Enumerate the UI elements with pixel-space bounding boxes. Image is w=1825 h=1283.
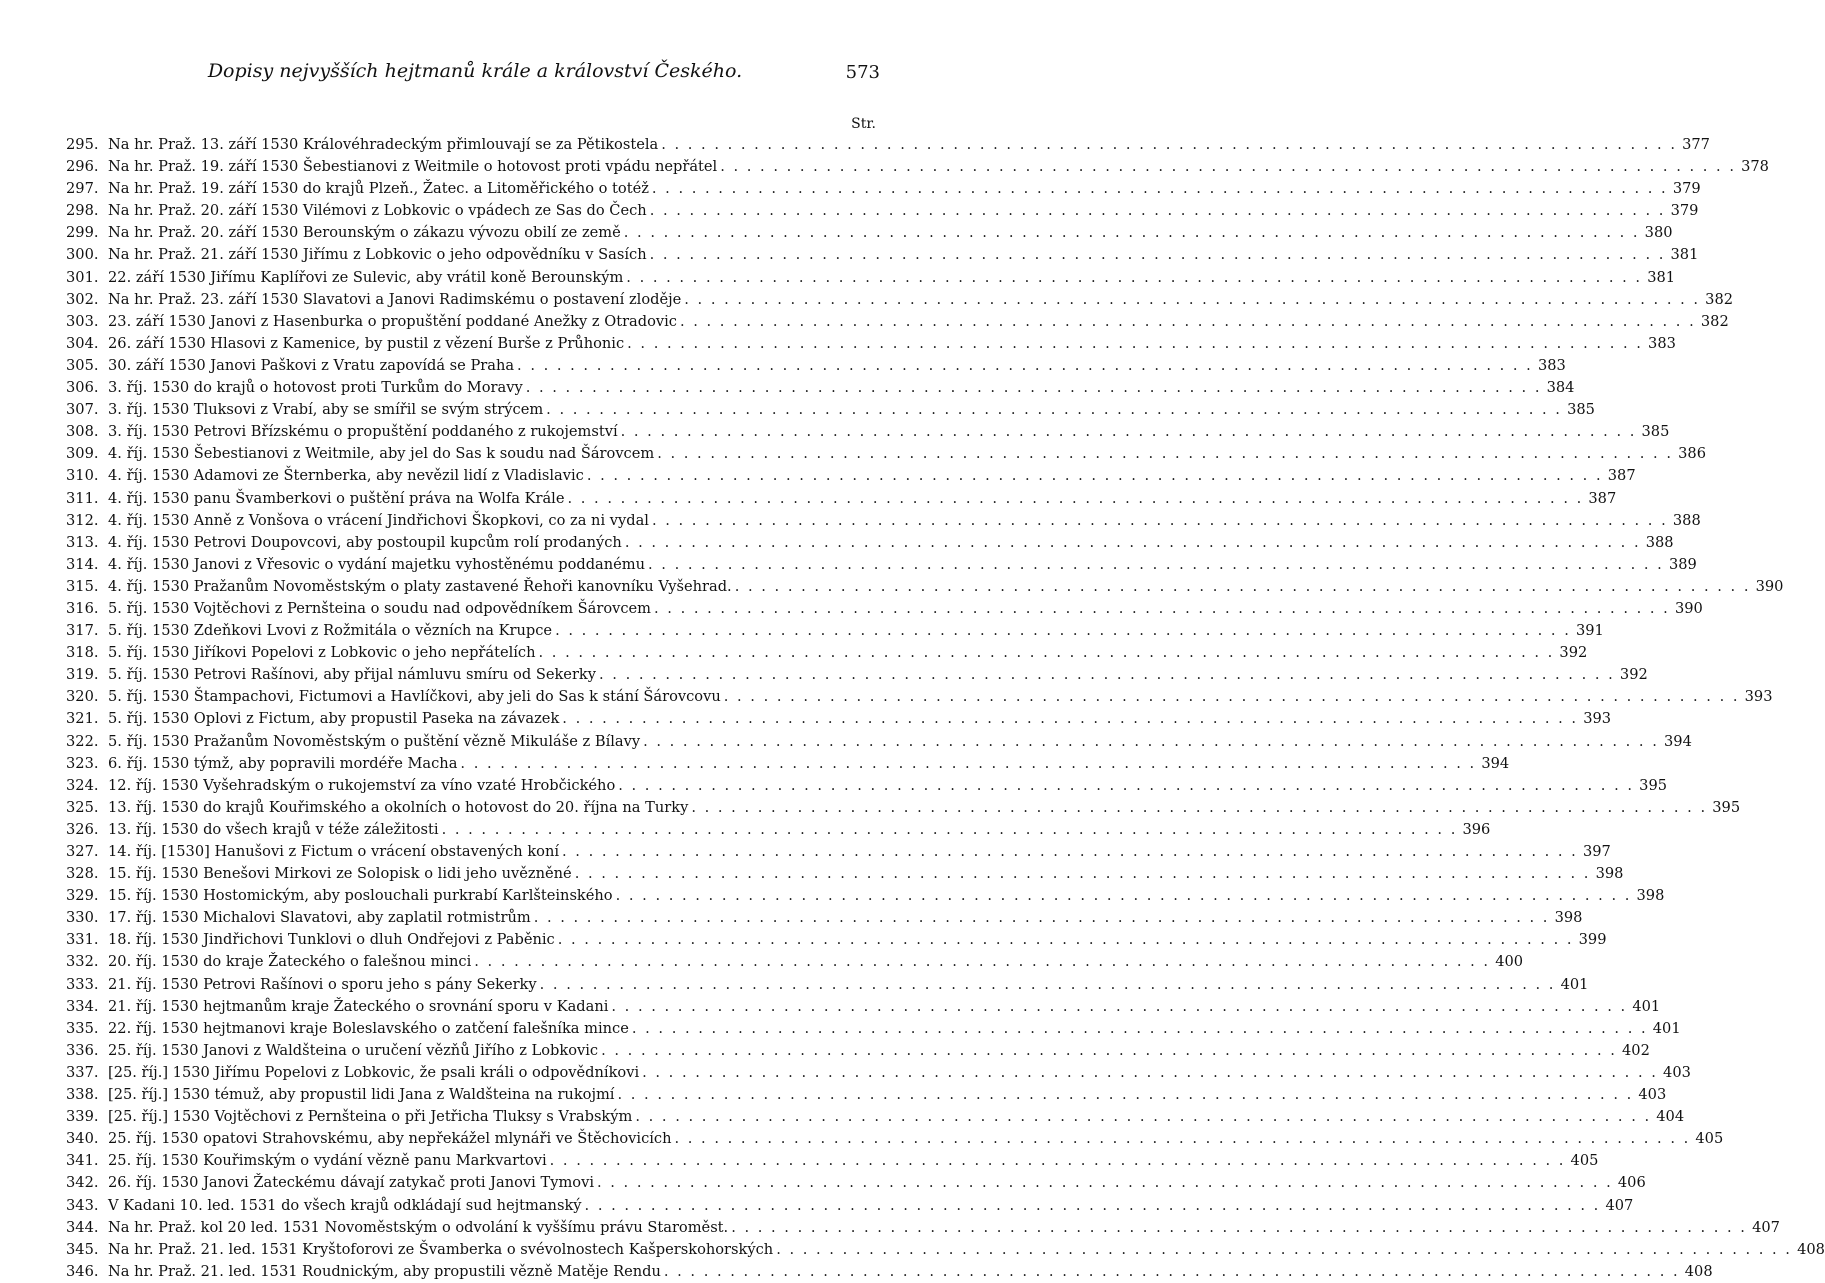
entry-page: 405 — [1570, 1152, 1599, 1170]
entry-number: 305. — [66, 356, 99, 374]
entry-number: 333. — [66, 975, 99, 993]
entry-number: 339. — [66, 1108, 99, 1126]
entry-title: 6. říj. 1530 týmž, aby popravili mordéře Macha — [108, 754, 458, 772]
toc-entry — [66, 377, 1575, 399]
entry-number: 323. — [66, 754, 99, 772]
entry-page: 400 — [1495, 953, 1524, 971]
page-number: 573 — [845, 62, 880, 83]
dot-leader — [526, 377, 1542, 399]
entry-page: 387 — [1607, 467, 1636, 485]
toc-entry — [66, 1018, 1681, 1040]
entry-number: 322. — [66, 732, 99, 750]
entry-page: 388 — [1645, 533, 1674, 551]
toc-entry — [66, 841, 1611, 863]
toc-entry — [66, 200, 1699, 222]
entry-title: 15. říj. 1530 Hostomickým, aby poslouchali purkrabí Karlšteinského — [108, 887, 613, 905]
toc-entry — [66, 731, 1692, 753]
dot-leader — [643, 731, 1659, 753]
dot-leader — [652, 510, 1668, 532]
entry-number: 321. — [66, 710, 99, 728]
entry-title: 3. říj. 1530 do krajů o hotovost proti Turkům do Moravy — [108, 379, 523, 397]
entry-title: 5. říj. 1530 Petrovi Rašínovi, aby přijal námluvu smíru od Sekerky — [108, 666, 597, 684]
toc-entry — [66, 1040, 1650, 1062]
toc-entry — [66, 686, 1773, 708]
toc-entry — [66, 399, 1595, 421]
entry-title: 22. říj. 1530 hejtmanovi kraje Boleslavského o zatčení falešníka mince — [108, 1019, 629, 1037]
entry-number: 330. — [66, 909, 99, 927]
entry-number: 345. — [66, 1240, 99, 1258]
entry-number: 332. — [66, 953, 99, 971]
entry-page: 383 — [1537, 356, 1566, 374]
entry-title: 12. říj. 1530 Vyšehradským o rukojemství za víno vzaté Hrobčického — [108, 776, 616, 794]
dot-leader — [534, 907, 1550, 929]
page-header — [70, 60, 880, 90]
entry-number: 318. — [66, 644, 99, 662]
entry-number: 327. — [66, 843, 99, 860]
toc-entry — [66, 1195, 1634, 1217]
toc-entry — [66, 1128, 1724, 1150]
entry-title: Na hr. Praž. 20. září 1530 Berounským o zákazu vývozu obilí ze země — [108, 224, 621, 242]
entry-page: 405 — [1695, 1130, 1724, 1148]
dot-leader — [599, 664, 1615, 686]
entry-number: 324. — [66, 776, 99, 794]
dot-leader — [611, 996, 1627, 1018]
entry-page: 406 — [1617, 1174, 1646, 1192]
dot-leader — [642, 1062, 1658, 1084]
dot-leader — [597, 1172, 1613, 1194]
entry-title: [25. říj.] 1530 Vojtěchovi z Pernšteina o při Jetřicha Tluksy s Vrabským — [108, 1108, 633, 1126]
entry-page: 388 — [1672, 511, 1701, 529]
toc-entry — [66, 708, 1612, 730]
toc-entry — [66, 465, 1636, 487]
entry-number: 311. — [66, 489, 99, 507]
entry-page: 394 — [1664, 732, 1692, 750]
entry-title: 15. říj. 1530 Benešovi Mirkovi ze Solopisk o lidi jeho uvězněné — [108, 865, 572, 883]
entry-number: 320. — [66, 688, 99, 706]
entry-page: 396 — [1462, 820, 1491, 838]
dot-leader — [562, 841, 1578, 863]
entry-title: Na hr. Praž. 21. led. 1531 Kryštoforovi ze Švamberka o svévolnostech Kašperskohorských — [108, 1240, 774, 1258]
dot-leader — [632, 1018, 1648, 1040]
entry-title: Na hr. Praž. 23. září 1530 Slavatovi a Janovi Radimskému o postavení zloděje — [108, 290, 682, 308]
toc-entry — [66, 974, 1589, 996]
dot-leader — [626, 267, 1642, 289]
dot-leader — [474, 951, 1490, 973]
entry-number: 304. — [66, 334, 99, 352]
entry-title: 13. říj. 1530 do všech krajů v téže záležitosti — [108, 820, 439, 838]
entry-number: 296. — [66, 158, 99, 176]
toc-entry — [66, 819, 1491, 841]
toc-entry — [66, 443, 1706, 465]
entry-number: 335. — [66, 1019, 99, 1037]
dot-leader — [540, 974, 1556, 996]
entry-page: 386 — [1678, 445, 1706, 463]
entry-number: 309. — [66, 445, 99, 463]
entry-page: 379 — [1670, 202, 1699, 220]
toc-entry — [66, 178, 1701, 200]
entry-number: 337. — [66, 1063, 99, 1081]
entry-number: 341. — [66, 1152, 99, 1170]
entry-number: 315. — [66, 577, 99, 595]
toc-entry — [66, 885, 1665, 907]
toc-entry — [66, 510, 1701, 532]
entry-page: 380 — [1644, 224, 1673, 242]
entry-title: Na hr. Praž. 19. září 1530 Šebestianovi z Weitmile o hotovost proti vpádu nepřátel — [108, 158, 718, 176]
entry-title: 4. říj. 1530 Pražanům Novoměstským o platy zastavené Řehoři kanovníku Vyšehrad. — [108, 577, 732, 595]
entry-number: 297. — [66, 180, 99, 198]
dot-leader — [731, 1217, 1747, 1239]
dot-leader — [625, 532, 1641, 554]
entry-title: 26. říj. 1530 Janovi Žateckému dávají zatykač proti Janovi Tymovi — [108, 1174, 594, 1192]
entry-page: 385 — [1567, 401, 1595, 419]
entry-page: 389 — [1668, 555, 1697, 573]
entry-number: 299. — [66, 224, 99, 242]
dot-leader — [624, 222, 1640, 244]
entry-number: 343. — [66, 1196, 99, 1214]
dot-leader — [442, 819, 1458, 841]
entry-title: Na hr. Praž. 21. led. 1531 Roudnickým, aby propustili vězně Matěje Rendu — [108, 1262, 661, 1280]
entry-title: 30. září 1530 Janovi Paškovi z Vratu zapovídá se Praha — [108, 356, 515, 374]
entry-page: 384 — [1546, 379, 1575, 397]
dot-leader — [550, 1150, 1566, 1172]
entry-page: 408 — [1797, 1240, 1825, 1258]
dot-leader — [635, 1106, 1651, 1128]
entry-page: 398 — [1595, 865, 1624, 883]
entry-page: 391 — [1575, 622, 1604, 640]
dot-leader — [652, 178, 1668, 200]
toc-entry — [66, 289, 1734, 311]
toc-entry — [66, 532, 1674, 554]
toc-entry — [66, 576, 1784, 598]
dot-leader — [650, 200, 1666, 222]
entry-page: 407 — [1752, 1218, 1780, 1236]
entry-page: 401 — [1632, 997, 1661, 1015]
toc-entry — [66, 156, 1769, 178]
dot-leader — [657, 443, 1673, 465]
entry-title: Na hr. Praž. 13. září 1530 Královéhradeckým přimlouvají se za Pětikostela — [108, 136, 659, 153]
entry-title: 18. říj. 1530 Jindřichovi Tunklovi o dluh Ondřejovi z Paběnic — [108, 931, 555, 949]
entry-title: 5. říj. 1530 Štampachovi, Fictumovi a Havlíčkovi, aby jeli do Sas k stání Šárovcovu — [108, 688, 721, 706]
entry-page: 390 — [1755, 577, 1784, 595]
entry-page: 381 — [1670, 246, 1699, 264]
dot-leader — [684, 289, 1700, 311]
entry-number: 325. — [66, 798, 99, 816]
entry-number: 307. — [66, 401, 99, 419]
entry-number: 338. — [66, 1086, 99, 1104]
entry-title: 23. září 1530 Janovi z Hasenburka o propuštění poddané Anežky z Otradovic — [108, 312, 677, 330]
entry-page: 393 — [1583, 710, 1612, 728]
toc-entry — [66, 222, 1673, 244]
toc-entry — [66, 267, 1676, 289]
entry-title: 4. říj. 1530 Adamovi ze Šternberka, aby nevězil lidí z Vladislavic — [108, 467, 584, 485]
toc-entry — [66, 311, 1729, 333]
toc-entry — [66, 134, 1710, 156]
entry-page: 407 — [1605, 1196, 1634, 1214]
entry-page: 408 — [1684, 1262, 1713, 1280]
entry-number: 316. — [66, 599, 99, 617]
entry-page: 392 — [1559, 644, 1588, 662]
dot-leader — [776, 1239, 1792, 1261]
entry-title: 21. říj. 1530 hejtmanům kraje Žateckého o srovnání sporu v Kadani — [108, 997, 609, 1015]
dot-leader — [648, 554, 1664, 576]
dot-leader — [654, 598, 1670, 620]
dot-leader — [680, 311, 1696, 333]
dot-leader — [585, 1195, 1601, 1217]
entry-number: 298. — [66, 202, 99, 220]
dot-leader — [720, 156, 1736, 178]
dot-leader — [617, 1084, 1633, 1106]
entry-title: 17. říj. 1530 Michalovi Slavatovi, aby zaplatil rotmistrům — [108, 909, 531, 927]
entry-page: 378 — [1741, 158, 1769, 176]
entry-page: 402 — [1622, 1041, 1650, 1059]
toc-entry — [66, 1106, 1685, 1128]
entry-title: V Kadani 10. led. 1531 do všech krajů odkládají sud hejtmanský — [108, 1196, 582, 1214]
toc-entry — [66, 1217, 1780, 1239]
entry-page: 393 — [1744, 688, 1773, 706]
toc-entry — [66, 753, 1510, 775]
entry-number: 303. — [66, 312, 99, 330]
entry-title: 3. říj. 1530 Petrovi Břízskému o propuštění poddaného z rukojemství — [108, 423, 618, 441]
entry-title: 25. říj. 1530 Janovi z Waldšteina o uručení vězňů Jiřího z Lobkovic — [108, 1041, 599, 1059]
running-title: Dopisy nejvyšších hejtmanů krále a království Českého. — [207, 60, 743, 82]
entry-title: 4. říj. 1530 Anně z Vonšova o vrácení Jindřichovi Škopkovi, co za ni vydal — [108, 511, 649, 529]
entry-page: 397 — [1582, 843, 1611, 860]
entry-number: 336. — [66, 1041, 99, 1059]
table-of-contents — [66, 134, 1825, 1283]
dot-leader — [616, 885, 1632, 907]
entry-number: 313. — [66, 533, 99, 551]
entry-page: 395 — [1639, 776, 1668, 794]
entry-number: 340. — [66, 1130, 99, 1148]
entry-title: Na hr. Praž. 21. září 1530 Jiřímu z Lobkovic o jeho odpovědníku v Sasích — [108, 246, 647, 264]
entry-title: 5. říj. 1530 Oplovi z Fictum, aby propustil Paseka na závazek — [108, 710, 560, 728]
toc-entry — [66, 1062, 1691, 1084]
entry-title: 4. říj. 1530 panu Švamberkovi o puštění práva na Wolfa Krále — [108, 489, 565, 507]
entry-title: 5. říj. 1530 Jiříkovi Popelovi z Lobkovic o jeho nepřátelích — [108, 644, 536, 662]
entry-number: 331. — [66, 931, 99, 949]
entry-number: 319. — [66, 666, 99, 684]
dot-leader — [517, 355, 1533, 377]
toc-entry — [66, 488, 1617, 510]
dot-leader — [587, 465, 1603, 487]
entry-page: 387 — [1588, 489, 1617, 507]
entry-title: 5. říj. 1530 Zdeňkovi Lvovi z Rožmitála o vězních na Krupce — [108, 622, 553, 640]
dot-leader — [674, 1128, 1690, 1150]
dot-leader — [601, 1040, 1617, 1062]
entry-page: 398 — [1636, 887, 1665, 905]
entry-title: Na hr. Praž. 20. září 1530 Vilémovi z Lobkovic o vpádech ze Sas do Čech — [108, 202, 647, 220]
entry-page: 392 — [1619, 666, 1648, 684]
entry-page: 385 — [1641, 423, 1670, 441]
toc-entry — [66, 355, 1566, 377]
toc-entry — [66, 951, 1524, 973]
page-column-heading: Str. — [851, 116, 876, 132]
entry-number: 346. — [66, 1262, 99, 1280]
toc-entry — [66, 1239, 1825, 1261]
entry-title: 4. říj. 1530 Janovi z Vřesovic o vydání majetku vyhostěnému poddanému — [108, 555, 646, 573]
toc-entry — [66, 863, 1624, 885]
entry-title: 3. říj. 1530 Tluksovi z Vrabí, aby se smířil se svým strýcem — [108, 401, 544, 419]
entry-number: 312. — [66, 511, 99, 529]
entry-page: 403 — [1638, 1086, 1667, 1104]
dot-leader — [558, 929, 1574, 951]
entry-title: 21. říj. 1530 Petrovi Rašínovi o sporu jeho s pány Sekerky — [108, 975, 537, 993]
dot-leader — [650, 244, 1666, 266]
entry-number: 302. — [66, 290, 99, 308]
entry-page: 401 — [1560, 975, 1589, 993]
toc-entry — [66, 554, 1697, 576]
dot-leader — [691, 797, 1707, 819]
entry-number: 314. — [66, 555, 99, 573]
dot-leader — [539, 642, 1555, 664]
entry-title: 22. září 1530 Jiřímu Kaplířovi ze Sulevic, aby vrátil koně Berounským — [108, 268, 624, 286]
dot-leader — [546, 399, 1562, 421]
toc-entry — [66, 1084, 1667, 1106]
entry-title: [25. říj.] 1530 Jiřímu Popelovi z Lobkovic, že psali králi o odpovědníkovi — [108, 1063, 640, 1081]
toc-entry — [66, 1261, 1713, 1283]
entry-title: 13. říj. 1530 do krajů Kouřimského a okolních o hotovost do 20. října na Turky — [108, 798, 689, 816]
toc-entry — [66, 333, 1676, 355]
entry-title: 4. říj. 1530 Šebestianovi z Weitmile, aby jel do Sas k soudu nad Šárovcem — [108, 445, 655, 463]
entry-page: 379 — [1672, 180, 1701, 198]
toc-entry — [66, 244, 1699, 266]
dot-leader — [567, 488, 1583, 510]
dot-leader — [555, 620, 1571, 642]
dot-leader — [627, 333, 1643, 355]
toc-entry — [66, 775, 1668, 797]
entry-page: 383 — [1648, 334, 1676, 352]
entry-page: 404 — [1656, 1108, 1685, 1126]
entry-title: 4. říj. 1530 Petrovi Doupovcovi, aby postoupil kupcům rolí prodaných — [108, 533, 622, 551]
dot-leader — [460, 753, 1476, 775]
entry-page: 382 — [1705, 290, 1734, 308]
toc-entry — [66, 620, 1604, 642]
entry-page: 395 — [1712, 798, 1741, 816]
toc-entry — [66, 664, 1648, 686]
toc-entry — [66, 1150, 1599, 1172]
entry-page: 381 — [1647, 268, 1676, 286]
dot-leader — [562, 708, 1578, 730]
entry-title: 20. říj. 1530 do kraje Žateckého o falešnou minci — [108, 953, 472, 971]
entry-number: 301. — [66, 268, 99, 286]
entry-title: 25. říj. 1530 opatovi Strahovskému, aby nepřekážel mlynáři ve Štěchovicích — [108, 1130, 672, 1148]
toc-entry — [66, 996, 1661, 1018]
entry-title: 26. září 1530 Hlasovi z Kamenice, by pustil z vězení Burše z Průhonic — [108, 334, 625, 352]
entry-page: 382 — [1700, 312, 1729, 330]
toc-entry — [66, 797, 1741, 819]
toc-entry — [66, 1172, 1646, 1194]
toc-entry — [66, 598, 1703, 620]
entry-number: 328. — [66, 865, 99, 883]
entry-number: 342. — [66, 1174, 99, 1192]
dot-leader — [661, 134, 1677, 156]
entry-number: 300. — [66, 246, 99, 264]
entry-title: 25. říj. 1530 Kouřimským o vydání vězně panu Markvartovi — [108, 1152, 547, 1170]
entry-number: 306. — [66, 379, 99, 397]
toc-entry — [66, 929, 1607, 951]
entry-page: 399 — [1578, 931, 1607, 949]
entry-page: 394 — [1481, 754, 1510, 772]
dot-leader — [724, 686, 1740, 708]
entry-page: 403 — [1663, 1063, 1691, 1081]
dot-leader — [575, 863, 1591, 885]
dot-leader — [664, 1261, 1680, 1283]
entry-number: 317. — [66, 622, 99, 640]
toc-entry — [66, 907, 1583, 929]
entry-title: 5. říj. 1530 Vojtěchovi z Pernšteina o soudu nad odpovědníkem Šárovcem — [108, 599, 652, 617]
entry-title: [25. říj.] 1530 témuž, aby propustil lidi Jana z Waldšteina na rukojmí — [108, 1086, 615, 1104]
entry-number: 329. — [66, 887, 99, 905]
entry-title: 5. říj. 1530 Pražanům Novoměstským o puštění vězně Mikuláše z Bílavy — [108, 732, 641, 750]
entry-page: 398 — [1554, 909, 1583, 927]
toc-entry — [66, 642, 1588, 664]
toc-entry — [66, 421, 1670, 443]
entry-title: 14. říj. [1530] Hanušovi z Fictum o vrácení obstavených koní — [108, 843, 560, 860]
entry-number: 344. — [66, 1218, 99, 1236]
entry-title: Na hr. Praž. kol 20 led. 1531 Novoměstským o odvolání k vyššímu právu Staroměst. — [108, 1218, 729, 1236]
entry-number: 334. — [66, 997, 99, 1015]
dot-leader — [618, 775, 1634, 797]
entry-number: 326. — [66, 820, 99, 838]
entry-title: Na hr. Praž. 19. září 1530 do krajů Plzeň., Žatec. a Litoměřického o totéž — [108, 180, 649, 198]
dot-leader — [621, 421, 1637, 443]
dot-leader — [735, 576, 1751, 598]
entry-number: 295. — [66, 136, 99, 153]
entry-number: 310. — [66, 467, 99, 485]
entry-page: 401 — [1652, 1019, 1681, 1037]
entry-page: 377 — [1682, 136, 1710, 153]
entry-number: 308. — [66, 423, 99, 441]
entry-page: 390 — [1674, 599, 1703, 617]
